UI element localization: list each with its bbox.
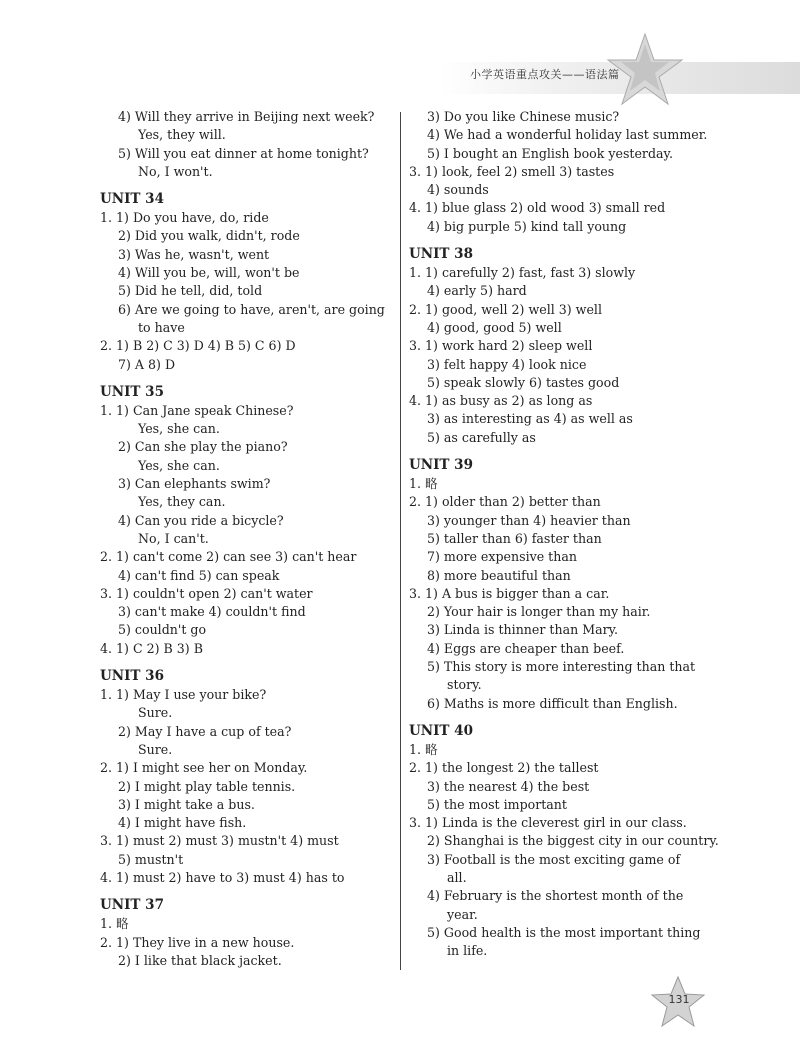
answer-line: 3. 1) work hard 2) sleep well [409, 338, 593, 354]
left-answer-column [100, 108, 396, 970]
answer-line: 4) early 5) hard [427, 283, 527, 299]
answer-line: in life. [447, 943, 488, 959]
answer-line: 6) Maths is more difficult than English. [427, 695, 678, 711]
answer-line: 1. 1) May I use your bike? [100, 687, 267, 703]
unit-heading: UNIT 35 [100, 383, 164, 400]
answer-line: year. [447, 906, 478, 922]
answer-line: 4. 1) blue glass 2) old wood 3) small red [409, 200, 666, 216]
answer-line: Yes, she can. [138, 421, 220, 437]
answer-line: 4) Will you be, will, won't be [118, 265, 300, 281]
answer-line: 3) as interesting as 4) as well as [427, 411, 633, 427]
answer-line: 3) Can elephants swim? [118, 476, 271, 492]
answer-line: 3) the nearest 4) the best [427, 778, 590, 794]
answer-line: 3) Do you like Chinese music? [427, 109, 620, 124]
answer-line: 2) Shanghai is the biggest city in our country. [427, 833, 719, 849]
answer-line: No, I can't. [138, 530, 209, 546]
answer-line: 4) We had a wonderful holiday last summer. [427, 127, 708, 143]
answer-line: 3. 1) Linda is the cleverest girl in our class. [409, 815, 687, 831]
answer-line: 4) can't find 5) can speak [118, 567, 280, 583]
answer-line: 3) Was he, wasn't, went [118, 246, 270, 262]
answer-line: 5) Will you eat dinner at home tonight? [118, 145, 369, 161]
answer-line: Yes, they can. [138, 494, 226, 510]
answer-line: 7) more expensive than [427, 549, 577, 565]
unit-heading: UNIT 36 [100, 668, 164, 685]
unit-heading: UNIT 40 [409, 722, 473, 739]
answer-line: 8) more beautiful than [427, 567, 571, 583]
answer-line: 5) mustn't [118, 851, 184, 867]
answer-line: 3) Football is the most exciting game of [427, 851, 681, 867]
answer-line: 3. 1) must 2) must 3) mustn't 4) must [100, 833, 339, 849]
answer-line: 4) good, good 5) well [427, 319, 562, 335]
answer-line: 1. 略 [409, 476, 438, 492]
answer-line: 5) couldn't go [118, 622, 207, 638]
answer-line: to have [138, 319, 185, 335]
page-number: 131 [668, 993, 690, 1006]
unit-heading: UNIT 37 [100, 897, 164, 914]
answer-line: 1. 略 [409, 741, 438, 757]
answer-line: 2. 1) older than 2) better than [409, 494, 601, 510]
answer-line: 5) Did he tell, did, told [118, 283, 263, 299]
answer-line: 5) I bought an English book yesterday. [427, 145, 673, 161]
answer-line: 4) sounds [427, 182, 489, 198]
right-answer-column [409, 108, 719, 960]
answer-line: 4. 1) C 2) B 3) B [100, 640, 203, 656]
answer-line: 3. 1) couldn't open 2) can't water [100, 585, 313, 601]
answer-line: 1. 1) Can Jane speak Chinese? [100, 402, 294, 418]
answer-line: 5) This story is more interesting than that [427, 659, 696, 675]
answer-line: 1. 略 [100, 916, 129, 932]
answer-line: 2. 1) They live in a new house. [100, 934, 295, 950]
answer-line: 4) Will they arrive in Beijing next week? [118, 109, 375, 124]
answer-line: 5) the most important [427, 796, 567, 812]
answer-line: 2) Your hair is longer than my hair. [427, 604, 651, 620]
unit-heading: UNIT 34 [100, 191, 164, 208]
answer-line: 5) as carefully as [427, 429, 536, 445]
page-header [0, 58, 800, 98]
answer-line: 1. 1) carefully 2) fast, fast 3) slowly [409, 265, 636, 281]
answer-line: 2) Can she play the piano? [118, 439, 288, 455]
answer-line: Yes, they will. [138, 127, 226, 143]
answer-line: all. [447, 869, 467, 885]
answer-line: 2. 1) B 2) C 3) D 4) B 5) C 6) D [100, 338, 296, 354]
answer-line: 4) I might have fish. [118, 815, 247, 831]
answer-line: 2) I like that black jacket. [118, 952, 282, 968]
answer-line: story. [447, 677, 482, 693]
answer-line: 4. 1) as busy as 2) as long as [409, 393, 593, 409]
answer-line: 2. 1) good, well 2) well 3) well [409, 301, 602, 317]
answer-line: 3) can't make 4) couldn't find [118, 604, 306, 620]
answer-line: 5) speak slowly 6) tastes good [427, 374, 620, 390]
unit-heading: UNIT 38 [409, 246, 473, 263]
answer-line: 3) younger than 4) heavier than [427, 512, 631, 528]
answer-line: 2) I might play table tennis. [118, 778, 296, 794]
answer-line: 5) taller than 6) faster than [427, 530, 602, 546]
answer-line: 3) Linda is thinner than Mary. [427, 622, 619, 638]
answer-line: 6) Are we going to have, aren't, are going [118, 301, 385, 317]
answer-line: 4) Can you ride a bicycle? [118, 512, 284, 528]
answer-line: 5) Good health is the most important thing [427, 924, 701, 940]
answer-line: 4. 1) must 2) have to 3) must 4) has to [100, 869, 345, 885]
answer-line: 2. 1) can't come 2) can see 3) can't hear [100, 549, 357, 565]
answer-line: 2. 1) I might see her on Monday. [100, 760, 308, 776]
answer-line: 2) May I have a cup of tea? [118, 723, 292, 739]
answer-line: 4) February is the shortest month of the [427, 888, 684, 904]
answer-line: 3. 1) look, feel 2) smell 3) tastes [409, 163, 615, 179]
answer-line: 2. 1) the longest 2) the tallest [409, 760, 599, 776]
unit-heading: UNIT 39 [409, 457, 473, 474]
answer-line: 3. 1) A bus is bigger than a car. [409, 585, 610, 601]
answer-line: 2) Did you walk, didn't, rode [118, 228, 300, 244]
answer-line: 4) Eggs are cheaper than beef. [427, 640, 625, 656]
answer-line: Sure. [138, 705, 173, 721]
answer-line: 3) I might take a bus. [118, 796, 255, 812]
answer-line: No, I won't. [138, 163, 213, 179]
answer-line: 4) big purple 5) kind tall young [427, 218, 627, 234]
header-star-icon [605, 30, 685, 110]
answer-line: 1. 1) Do you have, do, ride [100, 210, 269, 226]
column-divider [400, 112, 401, 970]
answer-line: 3) felt happy 4) look nice [427, 356, 587, 372]
book-title: 小学英语重点攻关——语法篇 [470, 68, 620, 81]
answer-line: 7) A 8) D [118, 356, 176, 372]
answer-line: Sure. [138, 741, 173, 757]
answer-line: Yes, she can. [138, 457, 220, 473]
